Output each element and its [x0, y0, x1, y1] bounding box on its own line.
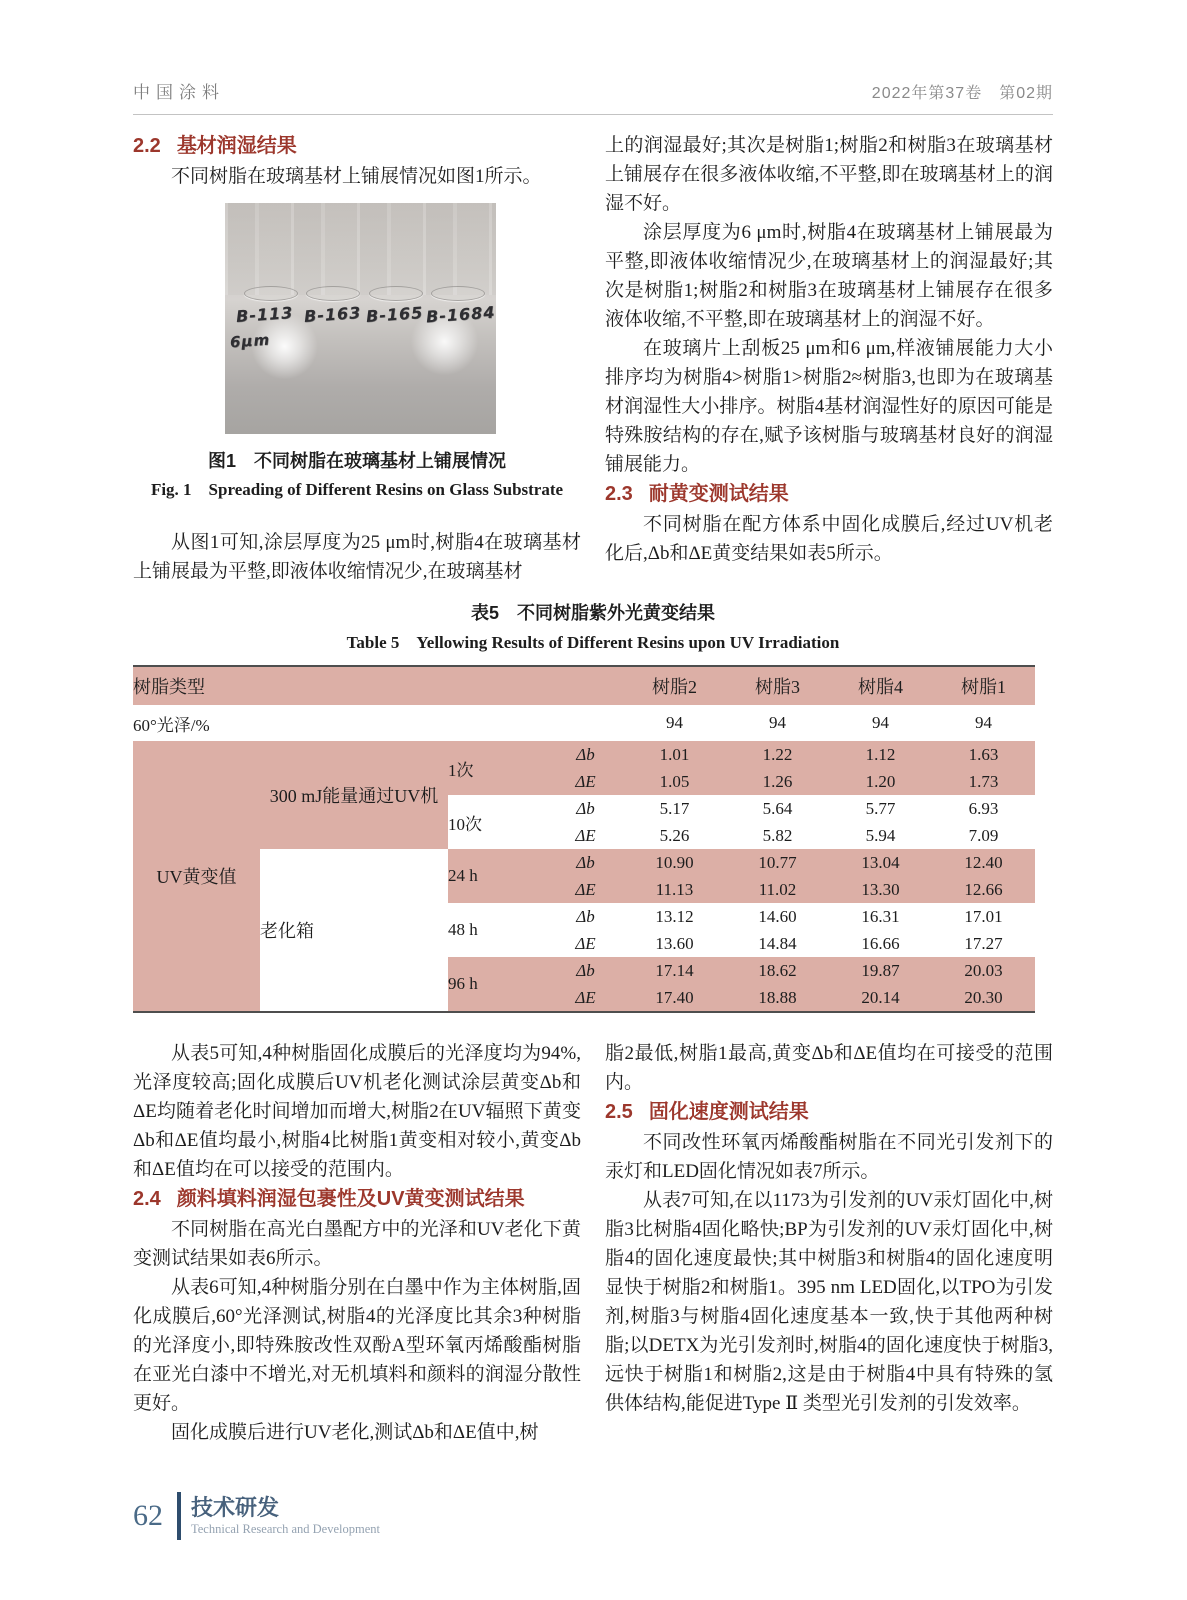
paragraph: 固化成膜后进行UV老化,测试Δb和ΔE值中,树	[171, 1422, 539, 1443]
data-value-cell: 1.22	[726, 741, 829, 768]
metric-cell: ΔE	[575, 825, 596, 845]
bottom-columns	[133, 1039, 1053, 1447]
section-title: 固化速度测试结果	[648, 1101, 809, 1123]
data-value-cell: 5.26	[659, 825, 690, 845]
journal-name: 中国涂料	[133, 83, 225, 102]
footer-section-en: Technical Research and Development	[191, 1522, 380, 1537]
data-value-cell: 1.05	[623, 768, 726, 795]
resin-spread-mark	[431, 286, 485, 301]
paragraph: 从图1可知,涂层厚度为25 μm时,树脂4在玻璃基材上铺展最为平整,即液体收缩情况少,在玻璃基材	[133, 532, 581, 582]
method-cell: 老化箱	[260, 921, 314, 941]
condition-cell: 1次	[448, 741, 548, 795]
section-heading-2-3	[605, 481, 1053, 508]
data-value-cell: 1.73	[932, 768, 1035, 795]
figure1-caption-en: Fig. 1 Spreading of Different Resins on Glass Substrate	[150, 480, 564, 499]
data-value-cell: 13.60	[655, 933, 694, 953]
table5	[133, 665, 1035, 1013]
photo-label: B-163	[302, 302, 362, 326]
data-value-cell: 18.88	[726, 984, 829, 1012]
condition-cell: 96 h	[448, 957, 548, 1012]
data-value-cell: 17.27	[964, 933, 1003, 953]
metric-cell: ΔE	[548, 984, 623, 1012]
resin-header-cell: 树脂1	[932, 666, 1035, 705]
left-column-bottom	[133, 1039, 581, 1447]
paragraph: 从表7可知,在以1173为引发剂的UV汞灯固化中,树脂3比树脂4固化略快;BP为引发剂的UV汞灯固化中,树脂4的固化速度最快;其中树脂3和树脂4的固化速度明显快于树脂2和树脂1。395 nm LED固化,以TPO为引发剂,树脂3与树脂4固化速度基本一致,快于其他两种树脂;以DETX为光引发剂时,树脂4的固化速度快于树脂3,远快于树脂1和树脂2,这是由于树脂4中具有特殊的氢供体结构,能促进Type Ⅱ 类型光引发剂的引发效率。	[605, 1190, 1053, 1414]
section-heading-2-2	[133, 133, 581, 160]
data-value-cell: 20.14	[829, 984, 932, 1012]
page-footer	[133, 1492, 380, 1540]
data-value-cell: 16.66	[861, 933, 900, 953]
paragraph: 不同树脂在配方体系中固化成膜后,经过UV机老化后,Δb和ΔE黄变结果如表5所示。	[605, 514, 1053, 564]
data-value-cell: 13.04	[829, 849, 932, 876]
section-number: 2.2	[133, 135, 161, 157]
data-value-cell: 10.77	[726, 849, 829, 876]
resin-spread-mark	[369, 286, 423, 301]
condition-cell: 48 h	[448, 920, 478, 939]
gloss-value-cell: 94	[975, 713, 992, 732]
metric-cell: ΔE	[575, 933, 596, 953]
footer-divider-bar	[177, 1492, 181, 1540]
data-value-cell: 5.82	[762, 825, 793, 845]
data-value-cell: 20.30	[932, 984, 1035, 1012]
data-value-cell: 18.62	[726, 957, 829, 984]
running-header	[133, 78, 1053, 115]
data-value-cell: 7.09	[968, 825, 999, 845]
data-value-cell: 5.17	[659, 798, 690, 818]
photo-label: B-165	[365, 302, 424, 326]
section-title: 基材润湿结果	[176, 135, 297, 157]
section-number: 2.4	[133, 1188, 161, 1210]
page-content	[133, 78, 1053, 1447]
resin-spread-mark	[306, 286, 360, 301]
section-title: 耐黄变测试结果	[648, 483, 789, 505]
resin-type-header-cell: 树脂类型	[133, 666, 623, 705]
data-value-cell: 5.77	[865, 798, 896, 818]
data-value-cell: 14.60	[758, 906, 797, 926]
data-value-cell: 13.12	[655, 906, 694, 926]
right-column-bottom	[605, 1039, 1053, 1447]
table5-title-en: Table 5 Yellowing Results of Different Resins upon UV Irradiation	[346, 633, 840, 652]
data-value-cell: 12.40	[932, 849, 1035, 876]
condition-cell: 24 h	[448, 849, 548, 903]
data-value-cell: 12.66	[932, 876, 1035, 903]
section-heading-2-4	[133, 1186, 581, 1213]
table5-title-cn: 表5 不同树脂紫外光黄变结果	[470, 603, 715, 623]
section-number: 2.5	[605, 1101, 633, 1123]
paragraph: 从表5可知,4种树脂固化成膜后的光泽度均为94%,光泽度较高;固化成膜后UV机老化测试涂层黄变Δb和ΔE均随着老化时间增加而增大,树脂2在UV辐照下黄变Δb和ΔE值均最小,树脂4比树脂1黄变相对较小,黄变Δb和ΔE值均在可以接受的范围内。	[133, 1043, 581, 1180]
resin-header-cell: 树脂3	[726, 666, 829, 705]
data-value-cell: 1.26	[726, 768, 829, 795]
data-value-cell: 5.94	[865, 825, 896, 845]
data-value-cell: 17.14	[623, 957, 726, 984]
metric-cell: ΔE	[548, 768, 623, 795]
photo-thickness-label: 6μm	[229, 330, 272, 352]
metric-cell: Δb	[548, 741, 623, 768]
data-value-cell: 17.01	[964, 906, 1003, 926]
table-row	[133, 666, 1035, 705]
metric-cell: Δb	[548, 849, 623, 876]
data-value-cell: 19.87	[829, 957, 932, 984]
footer-section-cn: 技术研发	[191, 1494, 280, 1520]
paragraph: 不同改性环氧丙烯酸酯树脂在不同光引发剂下的汞灯和LED固化情况如表7所示。	[605, 1132, 1053, 1182]
paragraph: 不同树脂在高光白墨配方中的光泽和UV老化下黄变测试结果如表6所示。	[133, 1219, 581, 1269]
uv-yellowing-label-cell: UV黄变值	[133, 741, 260, 1012]
gloss-value-cell: 94	[769, 713, 786, 732]
issue-info: 2022年第37卷 第02期	[871, 85, 1053, 102]
table-row	[133, 741, 1035, 768]
paragraph: 在玻璃片上刮板25 μm和6 μm,样液铺展能力大小排序均为树脂4>树脂1>树脂2≈树脂3,也即为在玻璃基材润湿性大小排序。树脂4基材润湿性好的原因可能是特殊胺结构的存在,赋予该树脂与玻璃基材良好的润湿铺展能力。	[605, 338, 1053, 475]
metric-cell: Δb	[548, 957, 623, 984]
data-value-cell: 1.20	[829, 768, 932, 795]
section-title: 颜料填料润湿包裹性及UV黄变测试结果	[176, 1188, 525, 1210]
page-number: 62	[133, 1499, 163, 1532]
gloss-value-cell: 94	[872, 713, 889, 732]
data-value-cell: 10.90	[623, 849, 726, 876]
photo-label: B-113	[235, 302, 294, 326]
paragraph: 上的润湿最好;其次是树脂1;树脂2和树脂3在玻璃基材上铺展存在很多液体收缩,不平整,即在玻璃基材上的润湿不好。	[605, 135, 1053, 214]
data-value-cell: 6.93	[968, 798, 999, 818]
data-value-cell: 16.31	[861, 906, 900, 926]
data-value-cell: 1.01	[623, 741, 726, 768]
figure1-photo	[225, 203, 496, 434]
data-value-cell: 5.64	[762, 798, 793, 818]
condition-cell: 10次	[448, 814, 482, 834]
paragraph: 不同树脂在玻璃基材上铺展情况如图1所示。	[171, 166, 542, 187]
gloss-value-cell: 94	[666, 713, 683, 732]
data-value-cell: 17.40	[623, 984, 726, 1012]
paragraph: 涂层厚度为6 μm时,树脂4在玻璃基材上铺展最为平整,即液体收缩情况少,在玻璃基材上的润湿最好;其次是树脂1;树脂2和树脂3在玻璃基材上铺展存在很多液体收缩,不平整,即在玻璃基材上的润湿不好。	[605, 222, 1053, 330]
photo-label: B-1684	[424, 302, 496, 327]
section-number: 2.3	[605, 483, 633, 505]
resin-spread-mark	[244, 286, 298, 301]
top-columns	[133, 131, 1053, 586]
table5-block	[133, 600, 1053, 1013]
footer-section-block	[191, 1495, 380, 1537]
data-value-cell: 11.13	[623, 876, 726, 903]
metric-cell: ΔE	[548, 876, 623, 903]
data-value-cell: 13.30	[829, 876, 932, 903]
table-row	[133, 849, 1035, 876]
left-column-top	[133, 131, 581, 586]
figure1-caption-cn: 图1 不同树脂在玻璃基材上铺展情况	[207, 451, 506, 471]
data-value-cell: 14.84	[758, 933, 797, 953]
data-value-cell: 11.02	[726, 876, 829, 903]
gloss-label-cell: 60°光泽/%	[133, 715, 210, 735]
paragraph: 从表6可知,4种树脂分别在白墨中作为主体树脂,固化成膜后,60°光泽测试,树脂4的光泽度比其余3种树脂的光泽度小,即特殊胺改性双酚A型环氧丙烯酸酯树脂在亚光白漆中不增光,对无机填料和颜料的润湿分散性更好。	[133, 1277, 581, 1414]
right-column-top	[605, 131, 1053, 586]
section-heading-2-5	[605, 1099, 1053, 1126]
resin-header-cell: 树脂4	[829, 666, 932, 705]
paragraph: 脂2最低,树脂1最高,黄变Δb和ΔE值均在可接受的范围内。	[605, 1043, 1053, 1093]
data-value-cell: 20.03	[932, 957, 1035, 984]
resin-header-cell: 树脂2	[623, 666, 726, 705]
data-value-cell: 1.63	[932, 741, 1035, 768]
metric-cell: Δb	[576, 906, 595, 926]
metric-cell: Δb	[576, 798, 595, 818]
table-row	[133, 705, 1035, 741]
data-value-cell: 1.12	[829, 741, 932, 768]
method-cell: 300 mJ能量通过UV机	[260, 741, 448, 849]
